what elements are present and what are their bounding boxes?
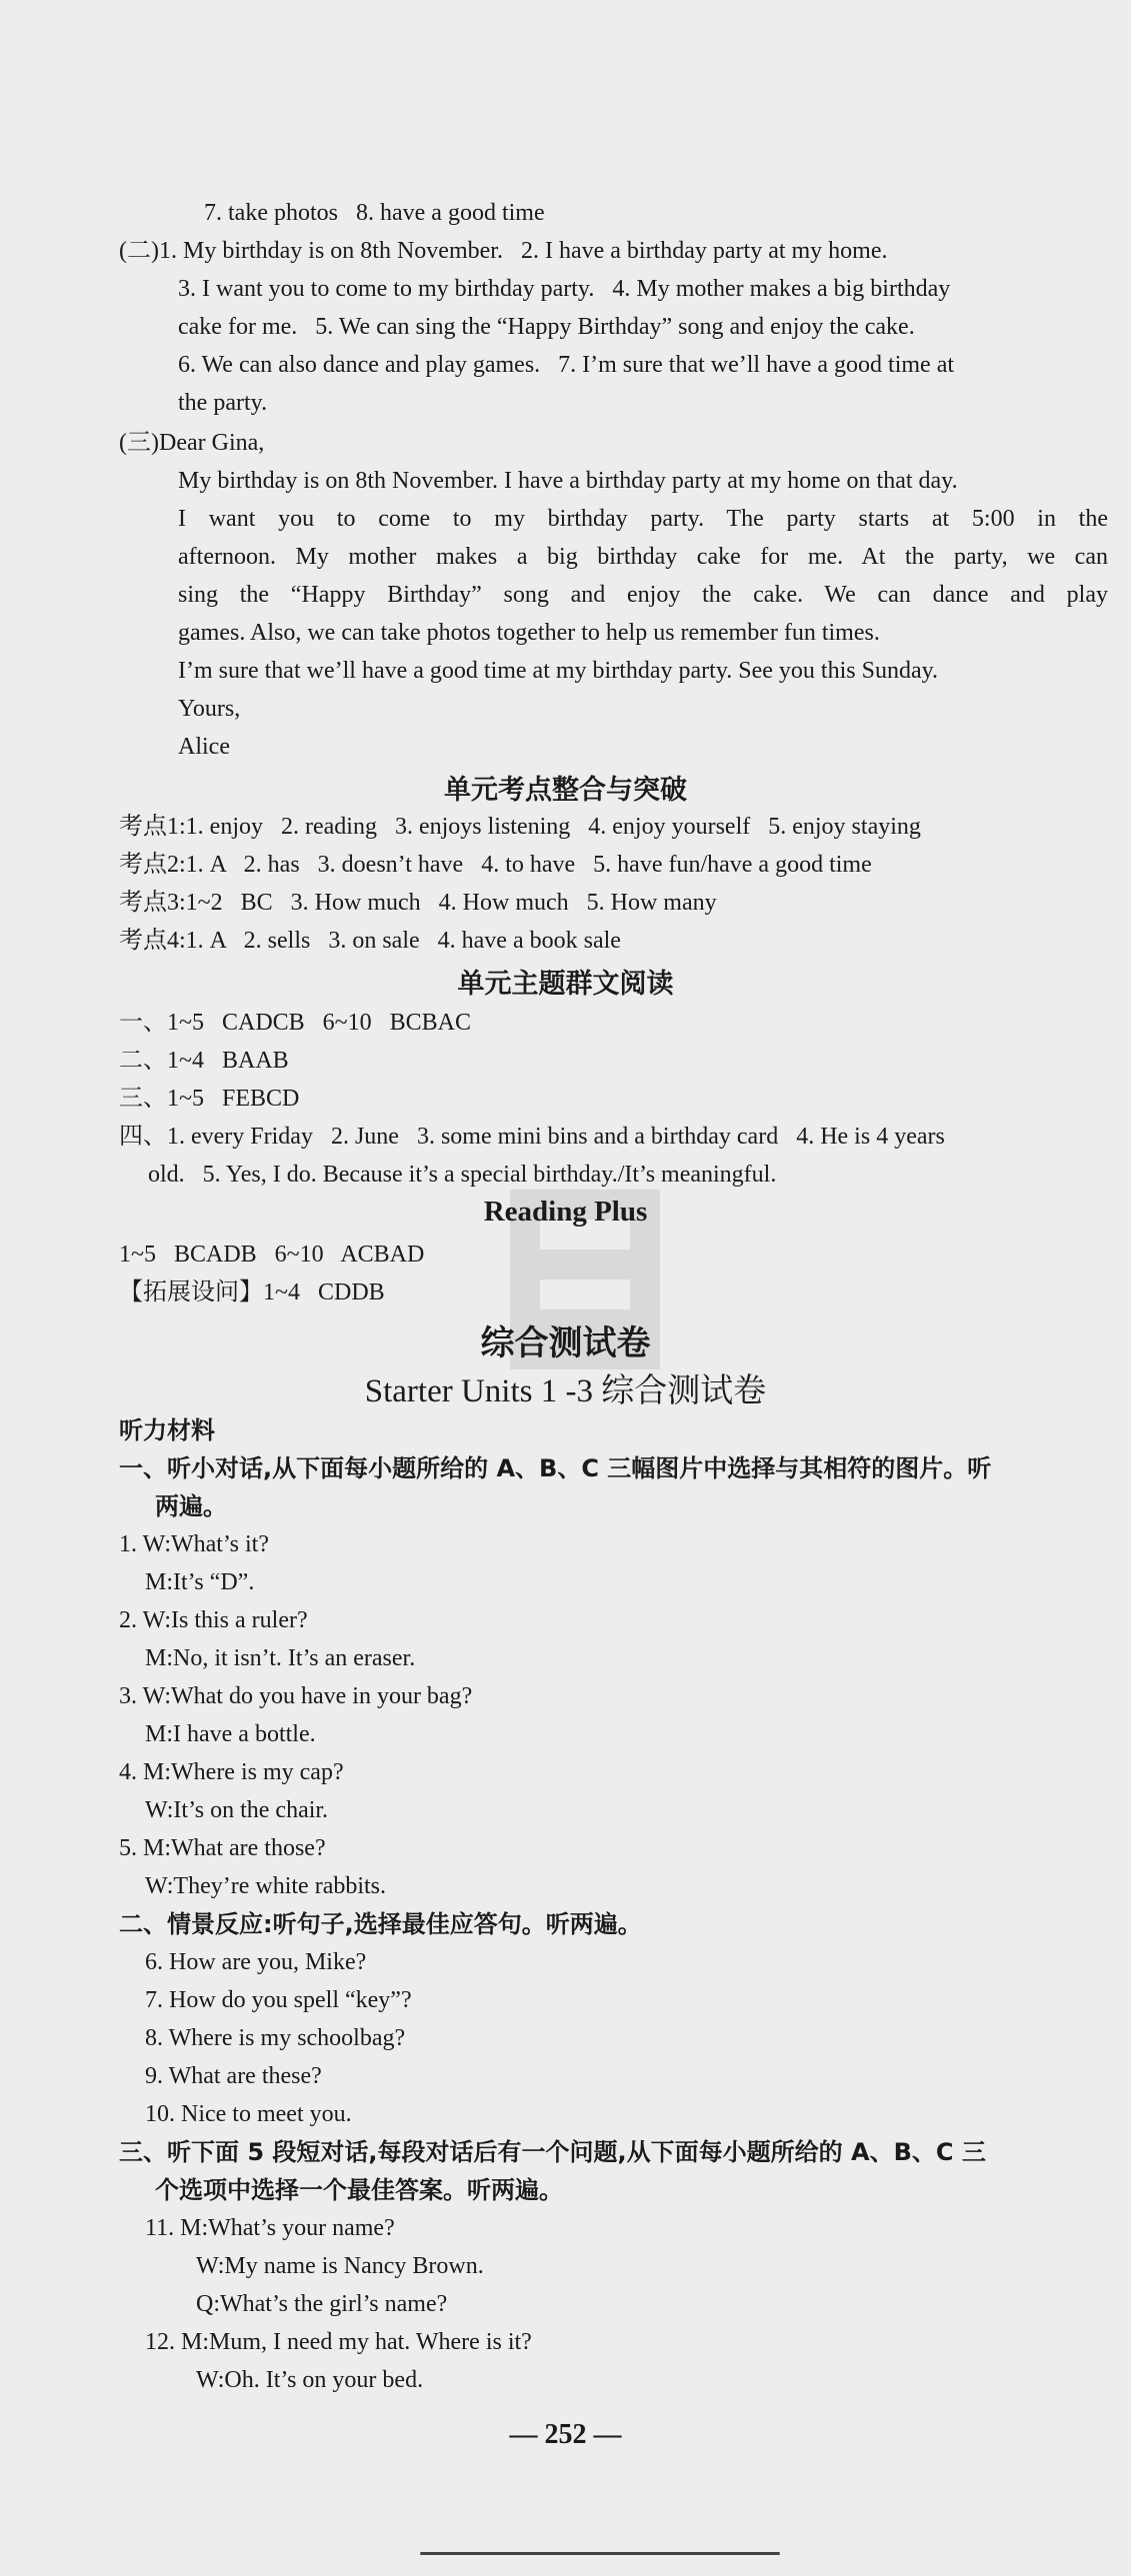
dialogue-line: 5. M:What are those? [119, 1835, 326, 1861]
dialogue-line: 2. W:Is this a ruler? [119, 1607, 308, 1633]
answer-line: 考点4:1. A 2. sells 3. on sale 4. have a book sale [119, 928, 621, 954]
dialogue-line: W:My name is Nancy Brown. [196, 2253, 484, 2279]
letter-line: afternoon. My mother makes a big birthday cake for me. At the party, we can [178, 544, 1108, 570]
letter-salutation: (三)Dear Gina, [119, 430, 265, 456]
letter-line: I want you to come to my birthday party. The party starts at 5:00 in the [178, 506, 1108, 532]
answer-line: 考点3:1~2 BC 3. How much 4. How much 5. How many [119, 890, 717, 916]
bottom-divider [420, 2552, 780, 2555]
answer-line: 四、1. every Friday 2. June 3. some mini bins and a birthday card 4. He is 4 years [119, 1124, 945, 1150]
sentence-line: 6. How are you, Mike? [145, 1949, 367, 1975]
listening-materials-label: 听力材料 [119, 1416, 215, 1444]
letter-signature: Alice [178, 734, 230, 760]
section-heading-unit-review: 单元考点整合与突破 [444, 775, 687, 806]
sentence-line: 9. What are these? [145, 2063, 322, 2089]
listening-part-heading: 个选项中选择一个最佳答案。听两遍。 [155, 2176, 563, 2204]
section-heading-reading-plus: Reading Plus [483, 1196, 648, 1228]
dialogue-line: M:It’s “D”. [145, 1569, 255, 1595]
sentence-line: 8. Where is my schoolbag? [145, 2025, 406, 2051]
letter-line: I’m sure that we’ll have a good time at my birthday party. See you this Sunday. [178, 658, 939, 684]
answer-line: 考点1:1. enjoy 2. reading 3. enjoys listening 4. enjoy yourself 5. enjoy staying [119, 814, 921, 840]
section-subheading-starter-units: Starter Units 1 -3 综合测试卷 [364, 1373, 767, 1409]
dialogue-line: 11. M:What’s your name? [145, 2215, 395, 2241]
answer-line: 三、1~5 FEBCD [119, 1086, 300, 1112]
dialogue-line: W:It’s on the chair. [145, 1797, 329, 1823]
section-heading-group-reading: 单元主题群文阅读 [457, 969, 674, 1000]
listening-part-heading: 三、听下面 5 段短对话,每段对话后有一个问题,从下面每小题所给的 A、B、C 三 [119, 2138, 986, 2166]
letter-closing: Yours, [178, 696, 241, 722]
sentence-line: 10. Nice to meet you. [145, 2101, 352, 2127]
answer-line: cake for me. 5. We can sing the “Happy Birthday” song and enjoy the cake. [178, 314, 915, 340]
dialogue-line: M:I have a bottle. [145, 1721, 316, 1747]
sentence-line: 7. How do you spell “key”? [145, 1987, 412, 2013]
answer-line: 6. We can also dance and play games. 7. I’m sure that we’ll have a good time at [178, 352, 955, 378]
dialogue-line: Q:What’s the girl’s name? [196, 2291, 448, 2317]
section-heading-comprehensive-test: 综合测试卷 [480, 1323, 651, 1363]
answer-line: old. 5. Yes, I do. Because it’s a special birthday./It’s meaningful. [148, 1162, 777, 1188]
answer-line: 7. take photos 8. have a good time [204, 200, 545, 226]
answer-line: 一、1~5 CADCB 6~10 BCBAC [119, 1010, 472, 1036]
answer-line: 1~5 BCADB 6~10 ACBAD [119, 1242, 425, 1268]
letter-line: games. Also, we can take photos together to help us remember fun times. [178, 620, 880, 646]
answer-line: the party. [178, 390, 268, 416]
dialogue-line: W:Oh. It’s on your bed. [196, 2367, 424, 2393]
listening-part-heading: 二、情景反应:听句子,选择最佳应答句。听两遍。 [119, 1910, 642, 1938]
dialogue-line: 12. M:Mum, I need my hat. Where is it? [145, 2329, 532, 2355]
dialogue-line: 4. M:Where is my cap? [119, 1759, 344, 1785]
dialogue-line: W:They’re white rabbits. [145, 1873, 387, 1899]
letter-line: sing the “Happy Birthday” song and enjoy the cake. We can dance and play [178, 582, 1108, 608]
listening-part-heading: 两遍。 [155, 1492, 227, 1520]
dialogue-line: M:No, it isn’t. It’s an eraser. [145, 1645, 416, 1671]
answer-line: 【拓展设问】1~4 CDDB [119, 1280, 385, 1305]
dialogue-line: 3. W:What do you have in your bag? [119, 1683, 473, 1709]
dialogue-line: 1. W:What’s it? [119, 1531, 269, 1557]
listening-part-heading: 一、听小对话,从下面每小题所给的 A、B、C 三幅图片中选择与其相符的图片。听 [119, 1454, 992, 1482]
answer-line: 二、1~4 BAAB [119, 1048, 289, 1074]
letter-line: My birthday is on 8th November. I have a birthday party at my home on that day. [178, 468, 958, 494]
answer-line: 考点2:1. A 2. has 3. doesn’t have 4. to have 5. have fun/have a good time [119, 852, 872, 878]
answer-line: 3. I want you to come to my birthday party. 4. My mother makes a big birthday [178, 276, 951, 302]
answer-line: (二)1. My birthday is on 8th November. 2. I have a birthday party at my home. [119, 238, 888, 264]
page-number: — 252 — [509, 2419, 622, 2450]
